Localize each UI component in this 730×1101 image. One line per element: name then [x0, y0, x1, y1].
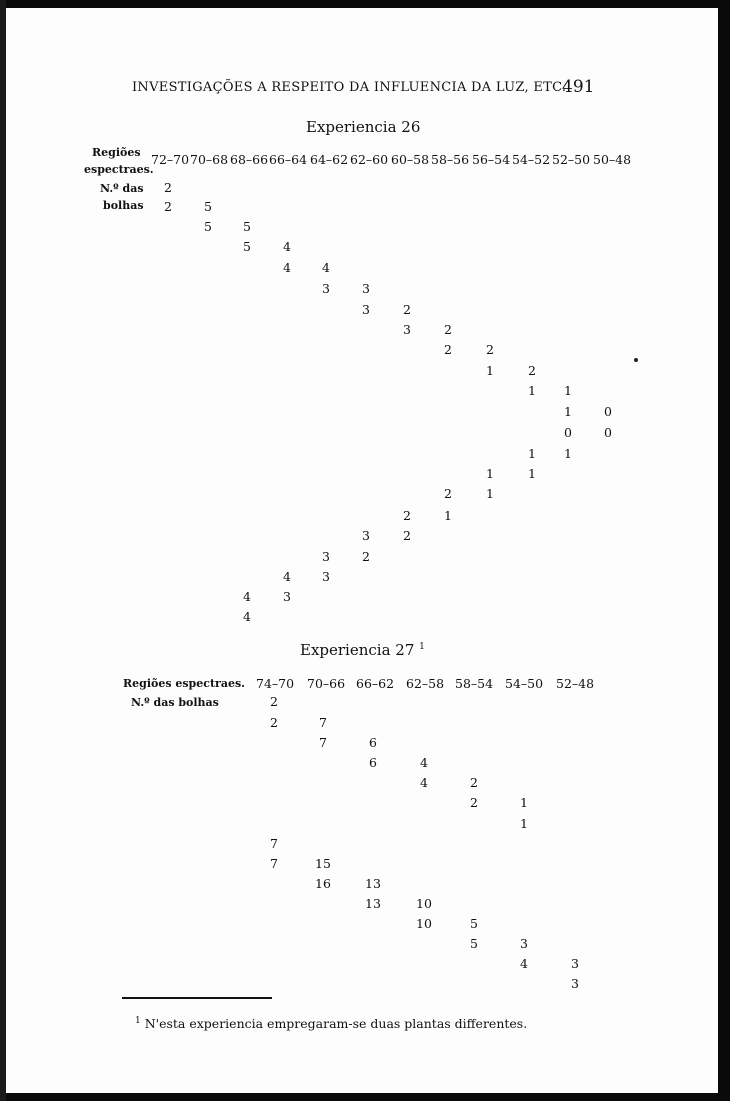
exp26-col-header: 50–48 — [593, 152, 632, 167]
scan-border-bottom — [0, 1093, 730, 1101]
exp26-cell: 0 — [604, 404, 612, 419]
exp27-cell: 7 — [319, 715, 327, 730]
exp26-label-bubbles: N.º das — [100, 182, 144, 195]
exp26-col-header: 66–64 — [269, 152, 308, 167]
exp27-cell: 13 — [365, 876, 381, 891]
exp26-cell: 5 — [243, 239, 251, 254]
exp27-cell: 7 — [319, 735, 327, 750]
exp27-label-regions: Regiões espectraes. — [123, 677, 245, 690]
exp26-cell: 3 — [362, 302, 370, 317]
exp26-cell: 0 — [604, 425, 612, 440]
exp26-cell: 5 — [204, 219, 212, 234]
exp27-cell: 3 — [520, 936, 528, 951]
exp27-cell: 1 — [520, 816, 528, 831]
exp26-cell: 2 — [164, 180, 172, 195]
exp26-cell: 2 — [403, 528, 411, 543]
footnote — [135, 1016, 527, 1031]
exp26-cell: 1 — [444, 508, 452, 523]
exp26-cell: 3 — [322, 281, 330, 296]
experiment-27-footnote-mark: 1 — [419, 642, 425, 652]
exp27-cell: 13 — [365, 896, 381, 911]
exp27-cell: 2 — [470, 795, 478, 810]
exp27-cell: 5 — [470, 936, 478, 951]
exp27-col-header: 74–70 — [256, 676, 295, 691]
exp26-cell: 4 — [283, 260, 291, 275]
exp27-col-header: 62–58 — [406, 676, 445, 691]
exp26-cell: 2 — [486, 342, 494, 357]
footnote-rule — [122, 997, 272, 999]
exp26-cell: 1 — [564, 404, 572, 419]
exp27-cell: 7 — [270, 856, 278, 871]
scan-border-left — [0, 0, 6, 1101]
exp27-cell: 3 — [571, 956, 579, 971]
exp26-label-regions-2: espectraes. — [84, 163, 154, 176]
exp27-cell: 10 — [416, 896, 432, 911]
exp26-col-header: 72–70 — [151, 152, 190, 167]
exp26-cell: 1 — [528, 466, 536, 481]
exp26-cell: 1 — [528, 383, 536, 398]
exp27-cell: 6 — [369, 735, 377, 750]
exp26-cell: 2 — [444, 342, 452, 357]
exp26-col-header: 52–50 — [552, 152, 591, 167]
exp26-col-header: 70–68 — [190, 152, 229, 167]
exp27-cell: 4 — [520, 956, 528, 971]
exp27-col-header: 54–50 — [505, 676, 544, 691]
exp26-col-header: 58–56 — [431, 152, 470, 167]
exp27-cell: 5 — [470, 916, 478, 931]
scan-border-top — [0, 0, 730, 8]
exp26-cell: 2 — [444, 486, 452, 501]
exp26-cell: 1 — [564, 383, 572, 398]
exp26-col-header: 64–62 — [310, 152, 349, 167]
exp27-cell: 10 — [416, 916, 432, 931]
exp27-cell: 15 — [315, 856, 331, 871]
exp26-cell: 1 — [486, 466, 494, 481]
exp26-cell: 1 — [564, 446, 572, 461]
exp26-cell: 4 — [283, 569, 291, 584]
exp26-cell: 5 — [204, 199, 212, 214]
scan-border-right — [718, 0, 730, 1101]
experiment-27-title-text: Experiencia 27 — [300, 641, 415, 659]
exp27-col-header: 66–62 — [356, 676, 395, 691]
exp26-cell: 1 — [486, 363, 494, 378]
experiment-26-title: Experiencia 26 — [306, 118, 421, 136]
scan-speck — [634, 358, 638, 362]
exp26-col-header: 62–60 — [350, 152, 389, 167]
exp27-col-header: 58–54 — [455, 676, 494, 691]
exp27-cell: 2 — [270, 715, 278, 730]
footnote-mark: 1 — [135, 1016, 141, 1026]
experiment-27-title — [300, 641, 425, 659]
exp26-cell: 3 — [322, 549, 330, 564]
exp27-cell: 3 — [571, 976, 579, 991]
exp27-col-header: 52–48 — [556, 676, 595, 691]
exp27-col-header: 70–66 — [307, 676, 346, 691]
exp27-cell: 7 — [270, 836, 278, 851]
exp26-cell: 3 — [362, 528, 370, 543]
exp26-label-regions: Regiões — [92, 146, 141, 159]
exp26-cell: 4 — [243, 609, 251, 624]
exp26-cell: 2 — [403, 302, 411, 317]
exp26-label-bubbles-2: bolhas — [103, 199, 144, 212]
exp26-cell: 3 — [283, 589, 291, 604]
exp26-cell: 4 — [322, 260, 330, 275]
exp26-cell: 0 — [564, 425, 572, 440]
exp27-cell: 4 — [420, 755, 428, 770]
page-number: 491 — [562, 77, 595, 97]
exp26-cell: 5 — [243, 219, 251, 234]
exp26-col-header: 54–52 — [512, 152, 551, 167]
exp26-col-header: 60–58 — [391, 152, 430, 167]
exp26-cell: 2 — [362, 549, 370, 564]
exp26-cell: 2 — [164, 199, 172, 214]
exp26-cell: 4 — [243, 589, 251, 604]
exp26-cell: 2 — [444, 322, 452, 337]
exp27-cell: 2 — [470, 775, 478, 790]
exp26-cell: 2 — [403, 508, 411, 523]
exp26-cell: 3 — [362, 281, 370, 296]
exp27-label-bubbles: N.º das bolhas — [131, 696, 219, 709]
exp26-cell: 3 — [322, 569, 330, 584]
exp26-col-header: 68–66 — [230, 152, 269, 167]
exp26-cell: 1 — [486, 486, 494, 501]
exp27-cell: 4 — [420, 775, 428, 790]
exp26-cell: 3 — [403, 322, 411, 337]
exp27-cell: 16 — [315, 876, 331, 891]
footnote-text: N'esta experiencia empregaram-se duas plantas differentes. — [144, 1016, 528, 1032]
exp27-cell: 2 — [270, 694, 278, 709]
exp26-col-header: 56–54 — [472, 152, 511, 167]
exp26-cell: 4 — [283, 239, 291, 254]
exp27-cell: 1 — [520, 795, 528, 810]
exp26-cell: 2 — [528, 363, 536, 378]
exp26-cell: 1 — [528, 446, 536, 461]
running-header: INVESTIGAÇÕES A RESPEITO DA INFLUENCIA DA LUZ, ETC. — [132, 80, 567, 95]
exp27-cell: 6 — [369, 755, 377, 770]
